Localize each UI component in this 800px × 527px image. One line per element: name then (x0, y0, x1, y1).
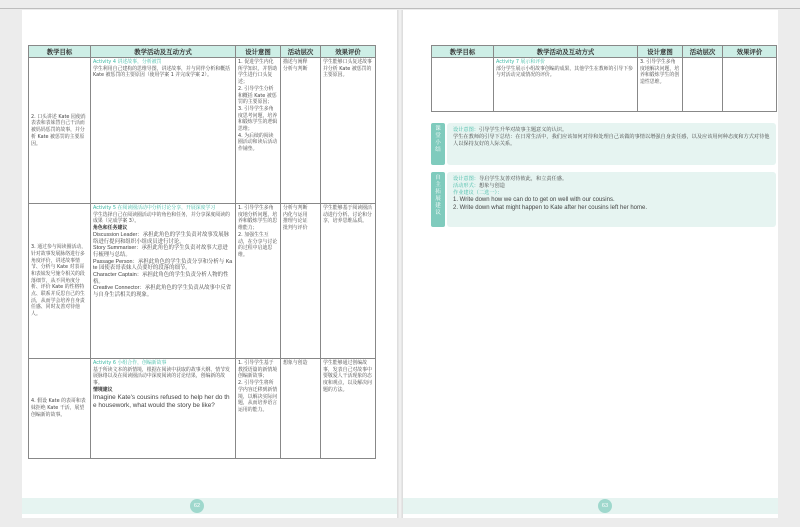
lesson-table-left (28, 45, 376, 459)
top-divider (0, 8, 800, 9)
intent-cell: 3. 引导学生多角度地解决问题，培养和锻炼学生的创造性思维。 (638, 58, 683, 112)
homework-suggest-label: 作业建议（二选一）： (453, 190, 503, 196)
table-header-row (432, 46, 777, 58)
level-cell: 描述与阐释 分析与判断 (281, 58, 321, 204)
homework-box (447, 172, 776, 227)
activity-cell (91, 58, 236, 204)
eval-cell: 学生能够基于阅读圈活动进行分析、讨论和分享，培养思维品质。 (321, 204, 376, 359)
summary-intent-text: 引导学生升华对故事主题意义的认识。 (478, 127, 568, 133)
role-item: Creative Connector：承担此角色的学生负责从故事中反省与自身生活相关的现象。 (93, 285, 232, 299)
activity-cell (494, 58, 638, 112)
intent-cell: 1. 促进学生内化所学知识，并帮助学生进行口头复述； 2. 引导学生分析和概括 Kate 被惩罚的主要原因； 3. 引导学生多角度思考问题，培养和锻炼学生的逻辑思维； 4. 为后续的阅读圈活动和读后活动作铺垫。 (236, 58, 281, 204)
summary-intent (453, 127, 770, 134)
header-goal: 教学目标 (432, 46, 494, 58)
goal-cell: 2. 口头讲述 Kate 园使消表表和表妹替自己干活而被妈妈惩罚的故事，并分析 Kate 被惩罚的主要原因。 (29, 58, 91, 204)
homework-activity-text: 想象与创造 (478, 183, 505, 189)
activity-body: 部分学生展示小组故事创编的成果，其他学生在教师的引导下参与对活动完成情况的评价。 (496, 65, 633, 79)
homework-item: 1. Write down how we can do to get on well with our cousins. (453, 197, 615, 203)
homework-intent-text: 导启学生友善对待彼此，和立责任感。 (478, 176, 568, 182)
level-cell: 分析与判断 内化与运用 推理与论证 批判与评价 (281, 204, 321, 359)
intent-cell: 1. 引导学生多角度地分析问题，培养和锻炼学生的思维能力； 2. 加强生生互动，在分享与讨论的过程中启迪思维。 (236, 204, 281, 359)
roles-heading: 角色和任务建议 (93, 225, 128, 232)
activity-body: 学生利用自己建构的思维导图，讲述故事，并与同伴分析和概括 Kate 被惩罚的主要原因（使用学案 1 并完成学案 2）。 (93, 65, 230, 79)
activity-title: Activity 5 在阅读圈活动中分析讨论分享，开展深度学习 (93, 205, 216, 211)
table-row (29, 204, 376, 359)
activity-title: Activity 6 小组合作，创编新故事 (93, 360, 167, 366)
homework-item: 2. Write down what might happen to Kate after her cousins left her home. (453, 204, 647, 211)
table-row (432, 58, 777, 112)
activity-title: Activity 7 展示和评价 (496, 59, 545, 65)
role-item: Character Captain：承担此角色的学生负责分析人物的性格。 (93, 272, 229, 285)
role-item: Story Summariser：承担此角色的学生负责对故事大意进行梳理与总结。 (93, 245, 228, 258)
header-eval: 效果评价 (321, 46, 376, 58)
header-intent: 设计意图 (638, 46, 683, 58)
activity-title: Activity 4 讲述故事，分析被罚 (93, 59, 162, 65)
eval-cell (723, 58, 777, 112)
context-question: Imagine Kate's cousins refused to help her do the housework, what would the story be like? (93, 393, 230, 409)
goal-cell: 3. 通过参与阅读圈活动，针对故事发展脉络进行多角度评价，讲述故事情节、分析与 Kate 对表哥和表妹发号施令相关的段落细节，从不同角度分析、评价 Kate 的性格特点、联系并反思自己的生活，从而学会培养自身责任感、同时友善对待他人。 (29, 204, 91, 359)
eval-cell: 学生能够通过创编故事，发表自己对故事中要敬爱人干活现象的态度和观点，以及解决问题的方法。 (321, 359, 376, 459)
summary-tab (431, 123, 445, 165)
level-cell (683, 58, 723, 112)
context-heading: 情境建议 (93, 386, 113, 393)
homework-tab-label: 自主拓展建议 (435, 175, 441, 216)
role-item: Discussion Leader：承担此角色的学生负责对故事发展脉络进行提问和组织小组成员进行讨论。 (93, 231, 229, 245)
goal-cell: 4. 假设 Kate 的表哥和表妹拒绝 Kate 干活，展望创编新的故事。 (29, 359, 91, 459)
page-63 (403, 10, 778, 518)
role-item: Passage Person：承担此角色的学生负责分享和分析与 Kate 园使表哥表妹人员要好的段落的细节。 (93, 258, 233, 272)
header-level: 活动层次 (683, 46, 723, 58)
summary-text: 学生在教师的引导下总结：在日常生活中，我们应该如何对待和处理自己该做的事情以增强自身责任感，以及应该用何种态度和方式对待他人以保持友好的人际关系。 (453, 134, 770, 147)
page-footer-band (403, 498, 778, 514)
activity-body: 基于所读文本的新情境，根据在阅读中获取的故事大纲、情节发展脉络以及在阅读圈活动中深度阅读的讨论结果，创编新的故事。 (93, 366, 230, 387)
homework-intent-label: 设计意图： (453, 176, 479, 182)
homework-intent (453, 176, 770, 183)
header-eval: 效果评价 (723, 46, 777, 58)
table-row (29, 359, 376, 459)
header-activity: 教学活动及互动方式 (494, 46, 638, 58)
summary-tab-label: 课堂小结 (435, 126, 441, 153)
summary-intent-label: 设计意图： (453, 127, 479, 133)
page-number: 63 (598, 499, 612, 513)
intent-cell: 1. 引导学生基于教授语篇的新情境创编新故事； 2. 引导学生将所学内容迁移到新情境，以解决实际问题，从而培养语言运用的能力。 (236, 359, 281, 459)
header-activity: 教学活动及互动方式 (91, 46, 236, 58)
level-cell: 想象与创造 (281, 359, 321, 459)
summary-box (447, 123, 776, 165)
homework-activity (453, 183, 770, 190)
page-number: 62 (190, 499, 204, 513)
table-row (29, 58, 376, 204)
activity-body: 学生选择自己在阅读圈活动中的角色和任务，并分享深度阅读的成果（完成学案 3）。 (93, 211, 230, 225)
table-header-row (29, 46, 376, 58)
homework-tab (431, 172, 445, 227)
lesson-table-right (431, 45, 777, 112)
page-footer-band (22, 498, 397, 514)
header-intent: 设计意图 (236, 46, 281, 58)
activity-cell (91, 204, 236, 359)
activity-cell (91, 359, 236, 459)
header-level: 活动层次 (281, 46, 321, 58)
eval-cell: 学生能够口头复述故事并分析 Kate 被惩罚的主要原因。 (321, 58, 376, 204)
header-goal: 教学目标 (29, 46, 91, 58)
goal-cell (432, 58, 494, 112)
page-62 (22, 10, 397, 518)
homework-suggest (453, 190, 770, 197)
homework-activity-label: 活动形式： (453, 183, 479, 189)
